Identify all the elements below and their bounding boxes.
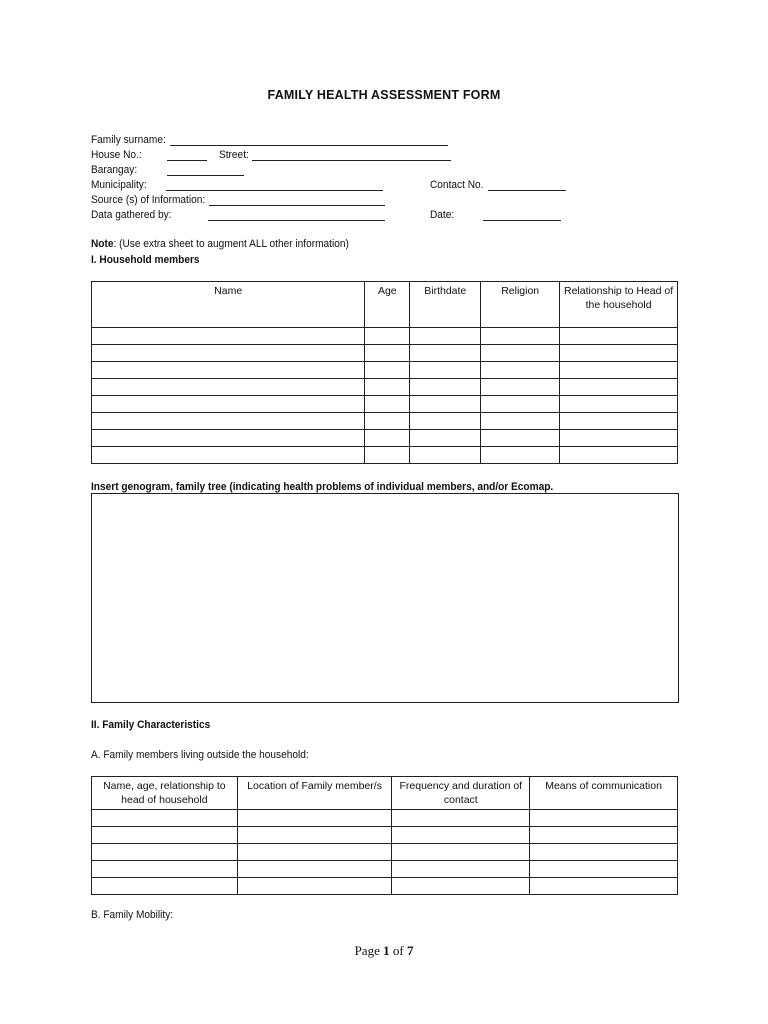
table-row [92,447,678,464]
note-label: Note [91,238,114,250]
table-cell[interactable] [92,878,238,895]
table-row [92,396,678,413]
table-cell[interactable] [365,328,410,345]
table-cell[interactable] [560,379,678,396]
table-cell[interactable] [365,379,410,396]
table-row [92,379,678,396]
col-header-birthdate: Birthdate [410,282,481,328]
table-cell[interactable] [237,827,392,844]
household-members-table [91,281,678,464]
table-cell[interactable] [92,430,365,447]
table-header-row [92,777,678,810]
page-footer [0,943,768,959]
col-header-frequency: Frequency and duration of contact [392,777,530,810]
table-cell[interactable] [481,345,560,362]
col-header-name: Name [92,282,365,328]
table-cell[interactable] [92,827,238,844]
table-cell[interactable] [392,878,530,895]
table-row [92,844,678,861]
table-cell[interactable] [92,328,365,345]
table-cell[interactable] [392,861,530,878]
date-label: Date: [430,209,455,221]
source-info-label: Source (s) of Information: [91,194,206,206]
col-header-name-age-relationship: Name, age, relationship to head of household [92,777,238,810]
street-label: Street: [219,149,249,161]
table-cell[interactable] [481,379,560,396]
table-cell[interactable] [530,844,678,861]
table-cell[interactable] [237,810,392,827]
table-row [92,827,678,844]
table-header-row [92,282,678,328]
table-cell[interactable] [92,844,238,861]
table-cell[interactable] [530,810,678,827]
table-cell[interactable] [237,844,392,861]
table-cell[interactable] [92,396,365,413]
data-gathered-by-label: Data gathered by: [91,209,172,221]
table-cell[interactable] [92,362,365,379]
table-cell[interactable] [365,396,410,413]
table-cell[interactable] [410,379,481,396]
table-cell[interactable] [410,430,481,447]
table-cell[interactable] [392,810,530,827]
col-header-means: Means of communication [530,777,678,810]
col-header-religion: Religion [481,282,560,328]
table-cell[interactable] [365,430,410,447]
of-word: of [392,943,404,958]
genogram-box[interactable] [91,493,679,703]
table-cell[interactable] [481,362,560,379]
table-cell[interactable] [481,396,560,413]
table-cell[interactable] [92,379,365,396]
table-cell[interactable] [237,861,392,878]
table-row [92,878,678,895]
table-cell[interactable] [365,362,410,379]
table-cell[interactable] [365,345,410,362]
table-cell[interactable] [481,430,560,447]
contact-no-label: Contact No. [430,179,484,191]
table-cell[interactable] [392,844,530,861]
table-cell[interactable] [410,362,481,379]
barangay-label: Barangay: [91,164,138,176]
table-row [92,413,678,430]
table-cell[interactable] [92,447,365,464]
table-cell[interactable] [530,878,678,895]
table-cell[interactable] [410,396,481,413]
outside-members-subtitle: A. Family members living outside the household: [91,749,309,761]
barangay-field[interactable] [167,165,244,176]
municipality-label: Municipality: [91,179,147,191]
table-row [92,810,678,827]
table-cell[interactable] [392,827,530,844]
table-cell[interactable] [560,362,678,379]
table-cell[interactable] [410,447,481,464]
table-cell[interactable] [410,328,481,345]
table-cell[interactable] [237,878,392,895]
col-header-age: Age [365,282,410,328]
family-mobility-subtitle: B. Family Mobility: [91,909,174,921]
genogram-label: Insert genogram, family tree (indicating health problems of individual members, and/or Ecomap. [91,481,554,493]
table-cell[interactable] [92,861,238,878]
form-title: FAMILY HEALTH ASSESSMENT FORM [267,88,501,102]
col-header-relationship: Relationship to Head of the household [560,282,678,328]
table-cell[interactable] [481,447,560,464]
section-family-characteristics-title: II. Family Characteristics [91,719,211,731]
date-field[interactable] [483,210,561,221]
table-row [92,362,678,379]
source-info-field[interactable] [209,195,385,206]
note-text: : (Use extra sheet to augment ALL other information) [113,238,349,250]
table-cell[interactable] [365,447,410,464]
outside-members-table [91,776,678,895]
table-cell[interactable] [560,447,678,464]
table-cell[interactable] [92,345,365,362]
page-total: 7 [406,943,414,958]
table-row [92,328,678,345]
data-gathered-by-field[interactable] [208,210,385,221]
table-cell[interactable] [560,396,678,413]
house-no-label: House No.: [91,149,142,161]
table-cell[interactable] [410,413,481,430]
table-cell[interactable] [92,810,238,827]
family-surname-label: Family surname: [91,134,166,146]
house-no-field[interactable] [167,150,207,161]
table-cell[interactable] [560,345,678,362]
family-surname-field[interactable] [170,135,448,146]
table-cell[interactable] [481,413,560,430]
table-cell[interactable] [530,861,678,878]
note-line [91,237,349,251]
table-cell[interactable] [560,430,678,447]
municipality-field[interactable] [166,180,383,191]
table-row [92,861,678,878]
table-cell[interactable] [560,328,678,345]
table-cell[interactable] [410,345,481,362]
table-cell[interactable] [560,413,678,430]
street-field[interactable] [252,150,451,161]
section-household-title: I. Household members [91,254,200,266]
table-cell[interactable] [481,328,560,345]
contact-no-field[interactable] [488,180,566,191]
col-header-location: Location of Family member/s [237,777,392,810]
table-row [92,345,678,362]
table-cell[interactable] [530,827,678,844]
table-row [92,430,678,447]
table-cell[interactable] [365,413,410,430]
table-cell[interactable] [92,413,365,430]
page-word: Page [354,943,380,958]
page-number: 1 [383,943,390,958]
